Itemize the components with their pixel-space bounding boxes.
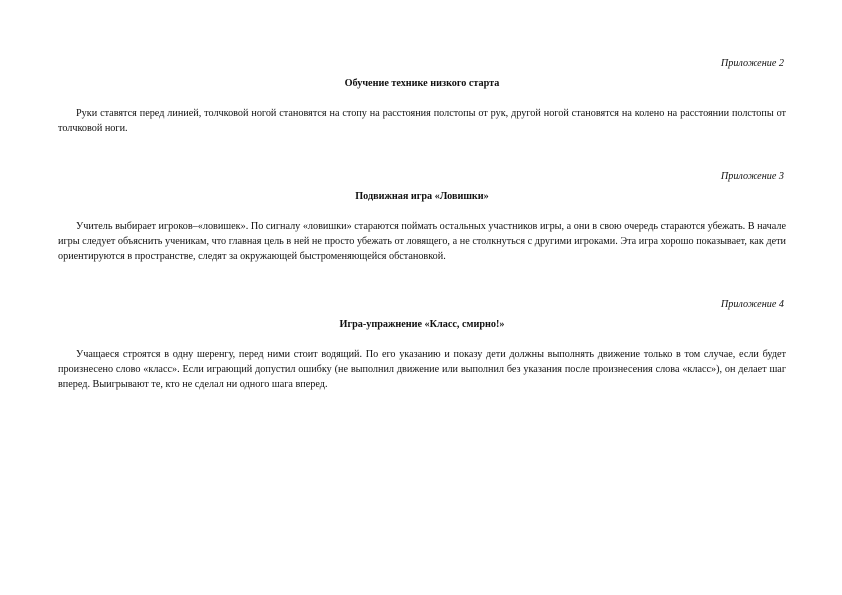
- appendix-label: Приложение 3: [720, 171, 784, 182]
- section-text: Руки ставятся перед линией, толчковой ногой становятся на стопу на расстояния полстопы от рук, другой ногой становятся на колено на расстоянии полстопы от толчковой ноги.: [58, 108, 786, 134]
- section-text: Учащаеся строятся в одну шеренгу, перед ними стоит водящий. По его указанию и показу дети должны выполнять движение только в том случае, если будет произнесено слово «класс». Если играющий допустил ошибку (не выполнил движение или выполнил без указания после произнесения слова «класс»), он делает шаг вперед. Выигрывают те, кто не сделал ни одного шага вперед.: [58, 349, 786, 390]
- section-title: Игра-упражнение «Класс, смирно!»: [339, 319, 505, 330]
- section-title: Обучение технике низкого старта: [344, 78, 500, 89]
- section-text: Учитель выбирает игроков–«ловишек». По сигналу «ловишки» стараются поймать остальных участников игры, а они в свою очередь стараются убежать. В начале игры следует объяснить ученикам, что главная цель в ней не просто убежать от ловящего, а не столкнуться с другими игроками. Эта игра хорошо показывает, как дети ориентируются в пространстве, следят за окружающей быстроменяющейся обстановкой.: [58, 221, 786, 262]
- page-content: [58, 56, 786, 392]
- appendix-label: Приложение 2: [720, 58, 784, 69]
- appendix-label: Приложение 4: [720, 299, 784, 310]
- appendix-2: [58, 56, 786, 136]
- appendix-4: [58, 297, 786, 392]
- appendix-3: [58, 169, 786, 264]
- section-title: Подвижная игра «Ловишки»: [355, 191, 489, 202]
